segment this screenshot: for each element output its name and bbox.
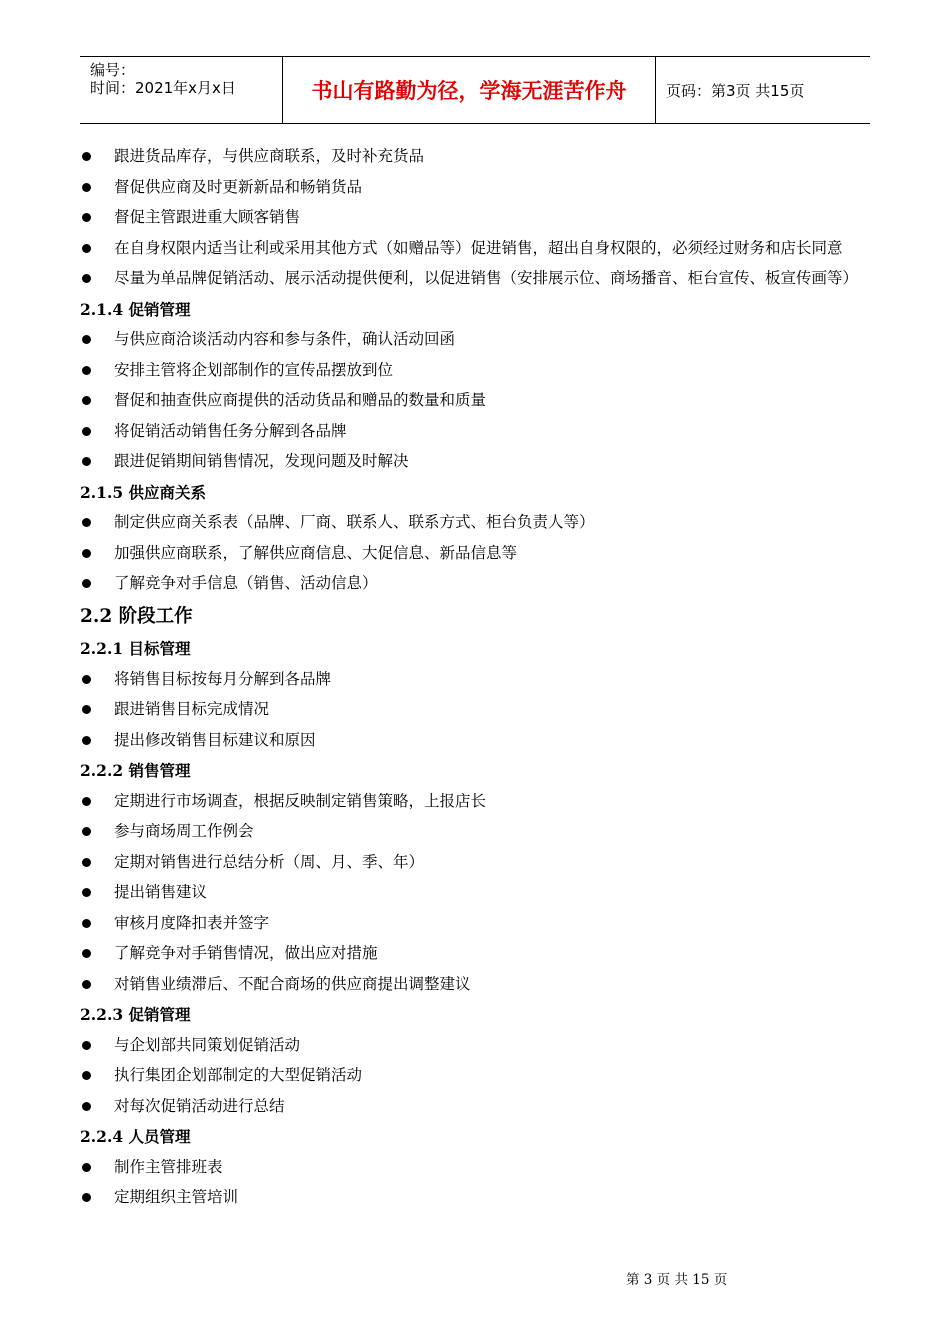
section-heading: 2.2 阶段工作 — [80, 606, 193, 627]
page-header — [80, 56, 870, 124]
bullet-item: 了解竞争对手信息（销售、活动信息） — [80, 569, 870, 598]
header-meta — [80, 57, 282, 123]
bullet-item: 制作主管排班表 — [80, 1153, 870, 1182]
bullet-item: 定期进行市场调查，根据反映制定销售策略，上报店长 — [80, 787, 870, 816]
bullet-item: 将销售目标按每月分解到各品牌 — [80, 665, 870, 694]
bullet-item: 提出修改销售目标建议和原因 — [80, 726, 870, 755]
bullet-item: 执行集团企划部制定的大型促销活动 — [80, 1061, 870, 1090]
header-motto: 书山有路勤为径，学海无涯苦作舟 — [282, 57, 656, 123]
page-footer: 第 3 页 共 15 页 — [626, 1272, 728, 1288]
bullet-item: 安排主管将企划部制作的宣传品摆放到位 — [80, 356, 870, 385]
subsection-heading: 2.2.3 促销管理 — [80, 1005, 191, 1024]
bullet-item: 与企划部共同策划促销活动 — [80, 1031, 870, 1060]
bullet-item: 提出销售建议 — [80, 878, 870, 907]
document-body — [80, 142, 870, 1214]
bullet-item: 督促主管跟进重大顾客销售 — [80, 203, 870, 232]
bullet-item: 在自身权限内适当让利或采用其他方式（如赠品等）促进销售，超出自身权限的，必须经过财务和店长同意 — [80, 234, 870, 263]
bullet-item: 审核月度降扣表并签字 — [80, 909, 870, 938]
bullet-item: 加强供应商联系，了解供应商信息、大促信息、新品信息等 — [80, 539, 870, 568]
bullet-item: 将促销活动销售任务分解到各品牌 — [80, 417, 870, 446]
bullet-item: 跟进促销期间销售情况，发现问题及时解决 — [80, 447, 870, 476]
subsection-heading: 2.2.1 目标管理 — [80, 639, 191, 658]
subsection-heading: 2.1.4 促销管理 — [80, 299, 191, 319]
bullet-item: 了解竞争对手销售情况，做出应对措施 — [80, 939, 870, 968]
bullet-item: 尽量为单品牌促销活动、展示活动提供便利，以促进销售（安排展示位、商场播音、柜台宣传、板宣传画等） — [80, 264, 870, 293]
bullet-item: 定期对销售进行总结分析（周、月、季、年） — [80, 848, 870, 877]
bullet-item: 跟进货品库存，与供应商联系，及时补充货品 — [80, 142, 870, 171]
bullet-item: 对每次促销活动进行总结 — [80, 1092, 870, 1121]
subsection-heading: 2.1.5 供应商关系 — [80, 482, 207, 502]
bullet-item: 跟进销售目标完成情况 — [80, 695, 870, 724]
bullet-item: 与供应商洽谈活动内容和参与条件，确认活动回函 — [80, 325, 870, 354]
subsection-heading: 2.2.2 销售管理 — [80, 761, 191, 780]
bullet-item: 督促供应商及时更新新品和畅销货品 — [80, 173, 870, 202]
bullet-item: 督促和抽查供应商提供的活动货品和赠品的数量和质量 — [80, 386, 870, 415]
subsection-heading: 2.2.4 人员管理 — [80, 1127, 191, 1146]
bullet-item: 定期组织主管培训 — [80, 1183, 870, 1212]
header-time: 时间：2021年x月x日 — [90, 79, 236, 97]
bullet-item: 参与商场周工作例会 — [80, 817, 870, 846]
bullet-item: 对销售业绩滞后、不配合商场的供应商提出调整建议 — [80, 970, 870, 999]
bullet-item: 制定供应商关系表（品牌、厂商、联系人、联系方式、柜台负责人等） — [80, 508, 870, 537]
header-page-code: 页码：第3页 共15页 — [666, 81, 805, 100]
header-number: 编号： — [90, 61, 136, 79]
